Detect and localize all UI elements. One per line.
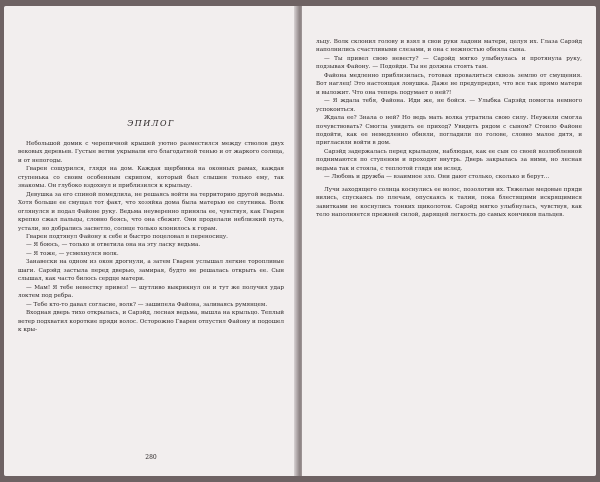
paragraph: Гварен подтянул Файону к себе и быстро поцеловал в переносицу. — [26, 233, 228, 240]
chapter-title: ЭПИЛОГ — [127, 119, 175, 128]
paragraph: Ждала ее? Знала о ней? Но ведь мать волка утратила свою силу. Неужели смогла почувствовать? Смогла увидеть ее приход? Увидеть рядом с сыном? Стоило Файоне подойти, как ее немедленно обняли, погладили по голове, словно малое дитя, и пригласили войти в дом. — [316, 115, 582, 147]
paragraph: — Ты привел свою невесту? — Сарэйд мягко улыбнулась и протянула руку, подзывая Файону. — Подойди. Ты не должна стоять там. — [316, 55, 582, 71]
paragraph: — Мам! Я тебе невестку привез! — шутливо выкрикнул он и тут же получил удар локтем под ребра. — [18, 284, 284, 300]
paragraph: — Я тоже, — усмехнулся волк. — [26, 250, 119, 257]
right-page-text — [316, 38, 582, 220]
paragraph: Лучи заходящего солнца коснулись ее волос, позолотив их. Тяжелые медовые пряди вились, спускаясь по плечам, опускаясь к талии, пока блестящими искрящимися завитками не коснулись тонких щиколоток. Сарэйд мягко улыбнулась, чувствуя, как тело наполняется прежней силой, дарящей легкость до самых кончиков пальцев. — [316, 186, 582, 219]
left-page-text — [18, 140, 284, 334]
paragraph: льцу. Волк склонил голову и взял в свои руки ладони матери, целуя их. Глаза Сарэйд наполнились счастливыми слезами, и она с нежностью обняла сына. — [316, 39, 582, 54]
paragraph: Входная дверь тихо открылась, и Сарэйд, лесная ведьма, вышла на крыльцо. Теплый ветер подхватил короткие пряди волос. Осторожно Гварен отпустил Файону и подошел к кры- — [18, 310, 284, 333]
paragraph: — Я боюсь, — только и ответила она на эту ласку ведьма. — [26, 242, 201, 249]
paragraph: — Тебе кто-то давал согласие, волк? — зашипела Файона, заливаясь румянцем. — [26, 301, 268, 308]
paragraph: Небольшой домик с черепичной крышей уютно разместился между стволов двух вековых деревьев. Густые ветви укрывали его благодатной тенью и от жаркого солнца, и от непогоды. — [18, 141, 284, 164]
paragraph: Сарэйд задержалась перед крыльцом, наблюдая, как ее сын со своей возлюбленной поднимаются по ступеням и проходят внутрь. Дверь закрылась за ними, но лесная ведьма так и стояла, с теплотой глядя им вслед. — [316, 148, 582, 172]
paragraph: Файона медленно приблизилась, готовая провалиться сквозь землю от смущения. Вот наглец! Это настоящая ловушка. Даже не предупредил, что все так прямо матери и выложит. Что она теперь подумает о ней?! — [316, 72, 582, 96]
paragraph: — Любовь и дружба — взаимное зло. Они дают столько, сколько и берут... — [324, 174, 550, 181]
paragraph: Девушка за его спиной помедлила, не решаясь войти на территорию другой ведьмы. Хотя больше ее смущал тот факт, что хозяйка дома была матерью ее спутника. Волк оглянулся и подал Файоне руку. Ведьма неуверенно приняла ее, чувствуя, как Гварен крепко сжал пальцы, словно боясь, что она сбежит. Они проделали неблизкий путь, устали, но добрались засветло, солнце только клонилось к горам. — [18, 191, 284, 232]
right-page — [302, 6, 596, 476]
paragraph: Гварен сощурился, глядя на дом. Каждая щербинка на оконных рамах, каждая ступенька со своим особенным скрипом, который был слышен только ему, так знакомы. Он глубоко вздохнул и приблизился к крыльцу. — [18, 166, 284, 190]
paragraph: Занавески на одном из окон дрогнули, а затем Гварен услышал легкие торопливые шаги. Сарэйд застыла перед дверью, замирая, будто не решалась открыть ее. Сын слышал, как часто билось сердце матери. — [18, 259, 284, 283]
paragraph: — Я ждала тебя, Файона. Иди же, не бойся. — Улыбка Сарэйд помогла немного успокоиться. — [316, 98, 582, 113]
left-page — [4, 6, 298, 476]
page-number: 280 — [145, 454, 157, 461]
